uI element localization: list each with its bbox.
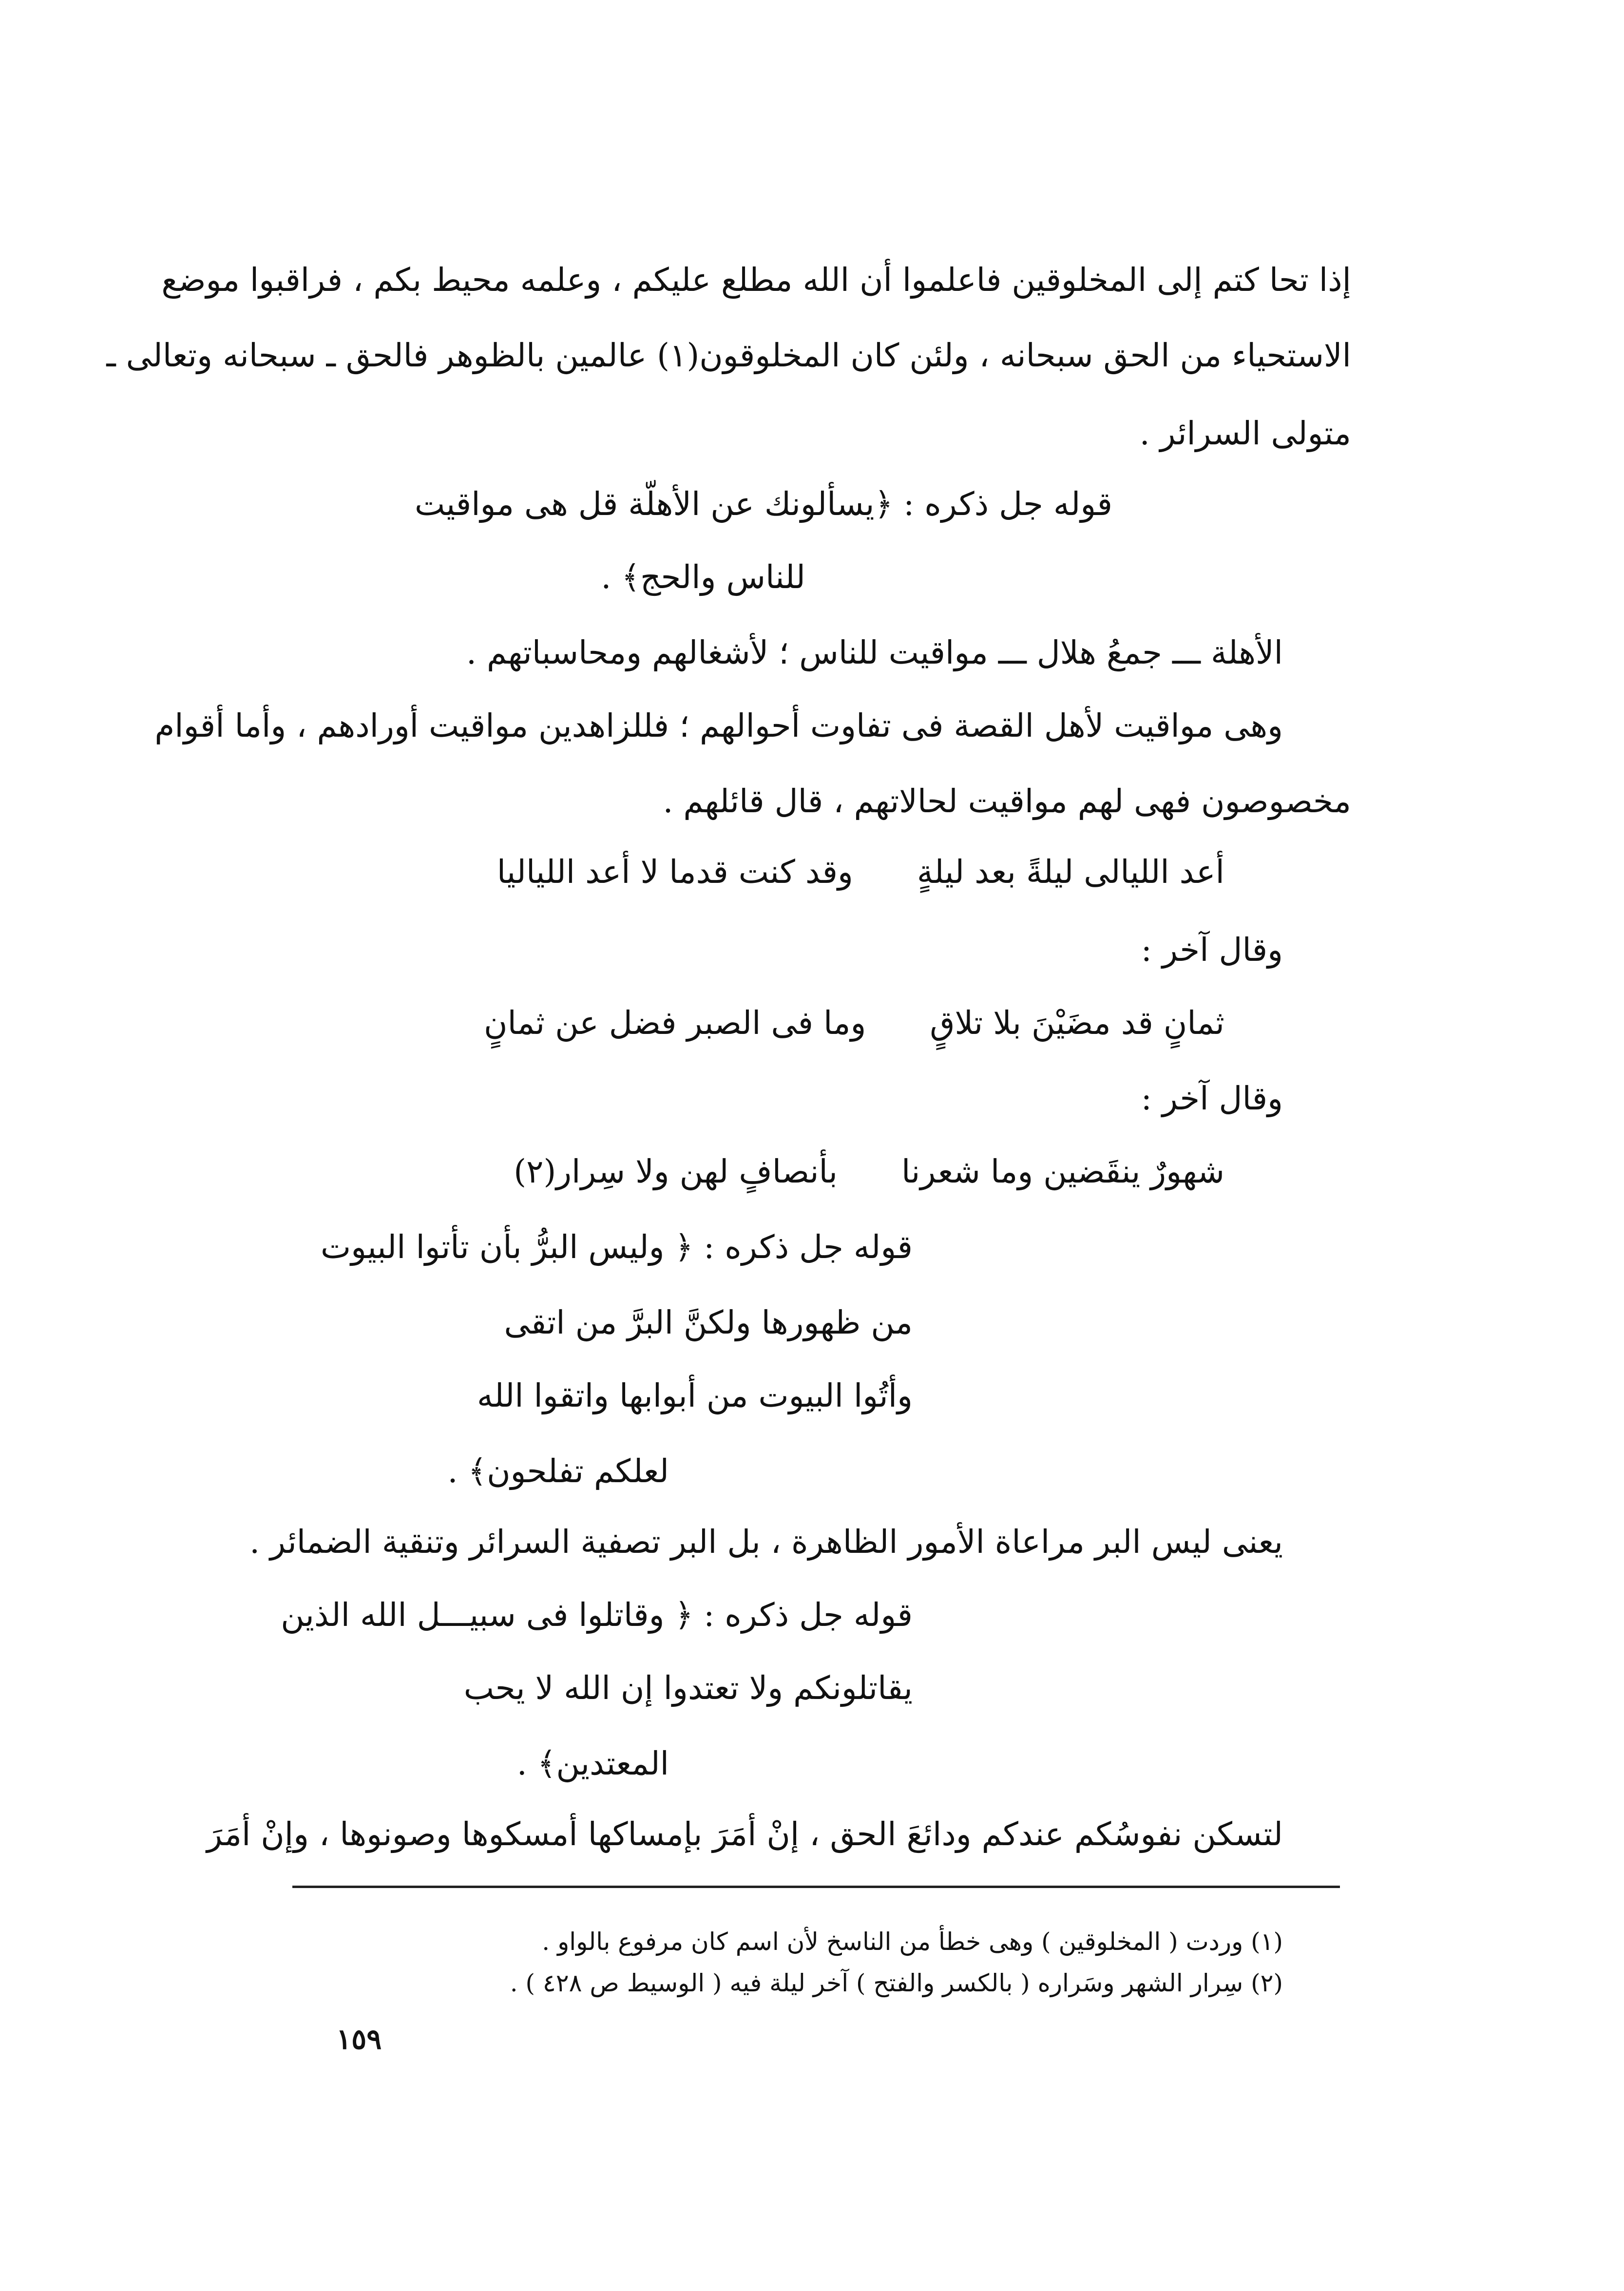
body-line: وقال آخر : <box>1141 931 1283 969</box>
body-line: يعنى ليس البر مراعاة الأمور الظاهرة ، بل البر تصفية السرائر وتنقية الضمائر . <box>249 1523 1283 1561</box>
poem-verse <box>497 850 1224 894</box>
verse-heading: قوله جل ذكره : ﴿ وقاتلوا فى سبيـــل الله الذين <box>281 1596 913 1634</box>
verse-second-hemistich: وقد كنت قدما لا أعد اللياليا <box>497 853 853 891</box>
footnote: (١) وردت ( المخلوقين ) وهى خطأ من الناسخ لأن اسم كان مرفوع بالواو . <box>542 1928 1283 1956</box>
verse-first-hemistich: أعد الليالى ليلةً بعد ليلةٍ <box>917 853 1224 891</box>
body-line: وقال آخر : <box>1141 1080 1283 1117</box>
body-line: إذا تحا كتم إلى المخلوقين فاعلموا أن الله مطلع عليكم ، وعلمه محيط بكم ، فراقبوا موضع <box>161 261 1351 299</box>
body-line: لتسكن نفوسُكم عندكم ودائعَ الحق ، إنْ أمَرَ بإمساكها أمسكوها وصونوها ، وإنْ أمَرَ <box>207 1815 1283 1853</box>
body-line: الاستحياء من الحق سبحانه ، ولئن كان المخلوقون(١) عالمين بالظوهر فالحق ـ سبحانه وتعالى ـ <box>106 337 1351 374</box>
verse-heading: لعلكم تفلحون﴾ . <box>447 1452 669 1490</box>
footnote: (٢) سِرار الشهر وسَراره ( بالكسر والفتح ) آخر ليلة فيه ( الوسيط ص ٤٢٨ ) . <box>510 1969 1283 1997</box>
verse-first-hemistich: شهورٌ ينقَضين وما شعرنا <box>901 1153 1224 1190</box>
poem-verse <box>484 1001 1224 1045</box>
verse-heading: المعتدين﴾ . <box>516 1745 669 1782</box>
verse-heading: وأتُوا البيوت من أبوابها واتقوا الله <box>477 1377 913 1414</box>
footnote-separator <box>292 1886 1340 1888</box>
verse-heading: قوله جل ذكره : ﴿يسألونك عن الأهلّة قل هى مواقيت <box>414 485 1112 523</box>
verse-second-hemistich: وما فى الصبر فضل عن ثمانٍ <box>484 1004 866 1042</box>
verse-heading: للناس والحج﴾ . <box>601 558 805 596</box>
verse-second-hemistich: بأنصافٍ لهن ولا سِرار(٢) <box>514 1153 838 1190</box>
body-line: متولى السرائر . <box>1139 415 1351 452</box>
verse-heading: قوله جل ذكره : ﴿ وليس البرُّ بأن تأتوا البيوت <box>320 1228 913 1266</box>
body-line: مخصوصون فهى لهم مواقيت لحالاتهم ، قال قائلهم . <box>663 783 1351 820</box>
verse-first-hemistich: ثمانٍ قد مضَيْنَ بلا تلاقٍ <box>930 1004 1224 1042</box>
body-line: وهى مواقيت لأهل القصة فى تفاوت أحوالهم ؛ فللزاهدين مواقيت أورادهم ، وأما أقوام <box>154 707 1283 745</box>
verse-heading: من ظهورها ولكنَّ البرَّ من اتقى <box>504 1304 913 1341</box>
body-line: الأهلة ـــ جمعُ هلال ـــ مواقيت للناس ؛ لأشغالهم ومحاسباتهم . <box>466 634 1283 671</box>
verse-heading: يقاتلونكم ولا تعتدوا إن الله لا يحب <box>463 1669 913 1707</box>
page-number: ١٥٩ <box>336 2023 382 2056</box>
poem-verse <box>514 1150 1224 1194</box>
